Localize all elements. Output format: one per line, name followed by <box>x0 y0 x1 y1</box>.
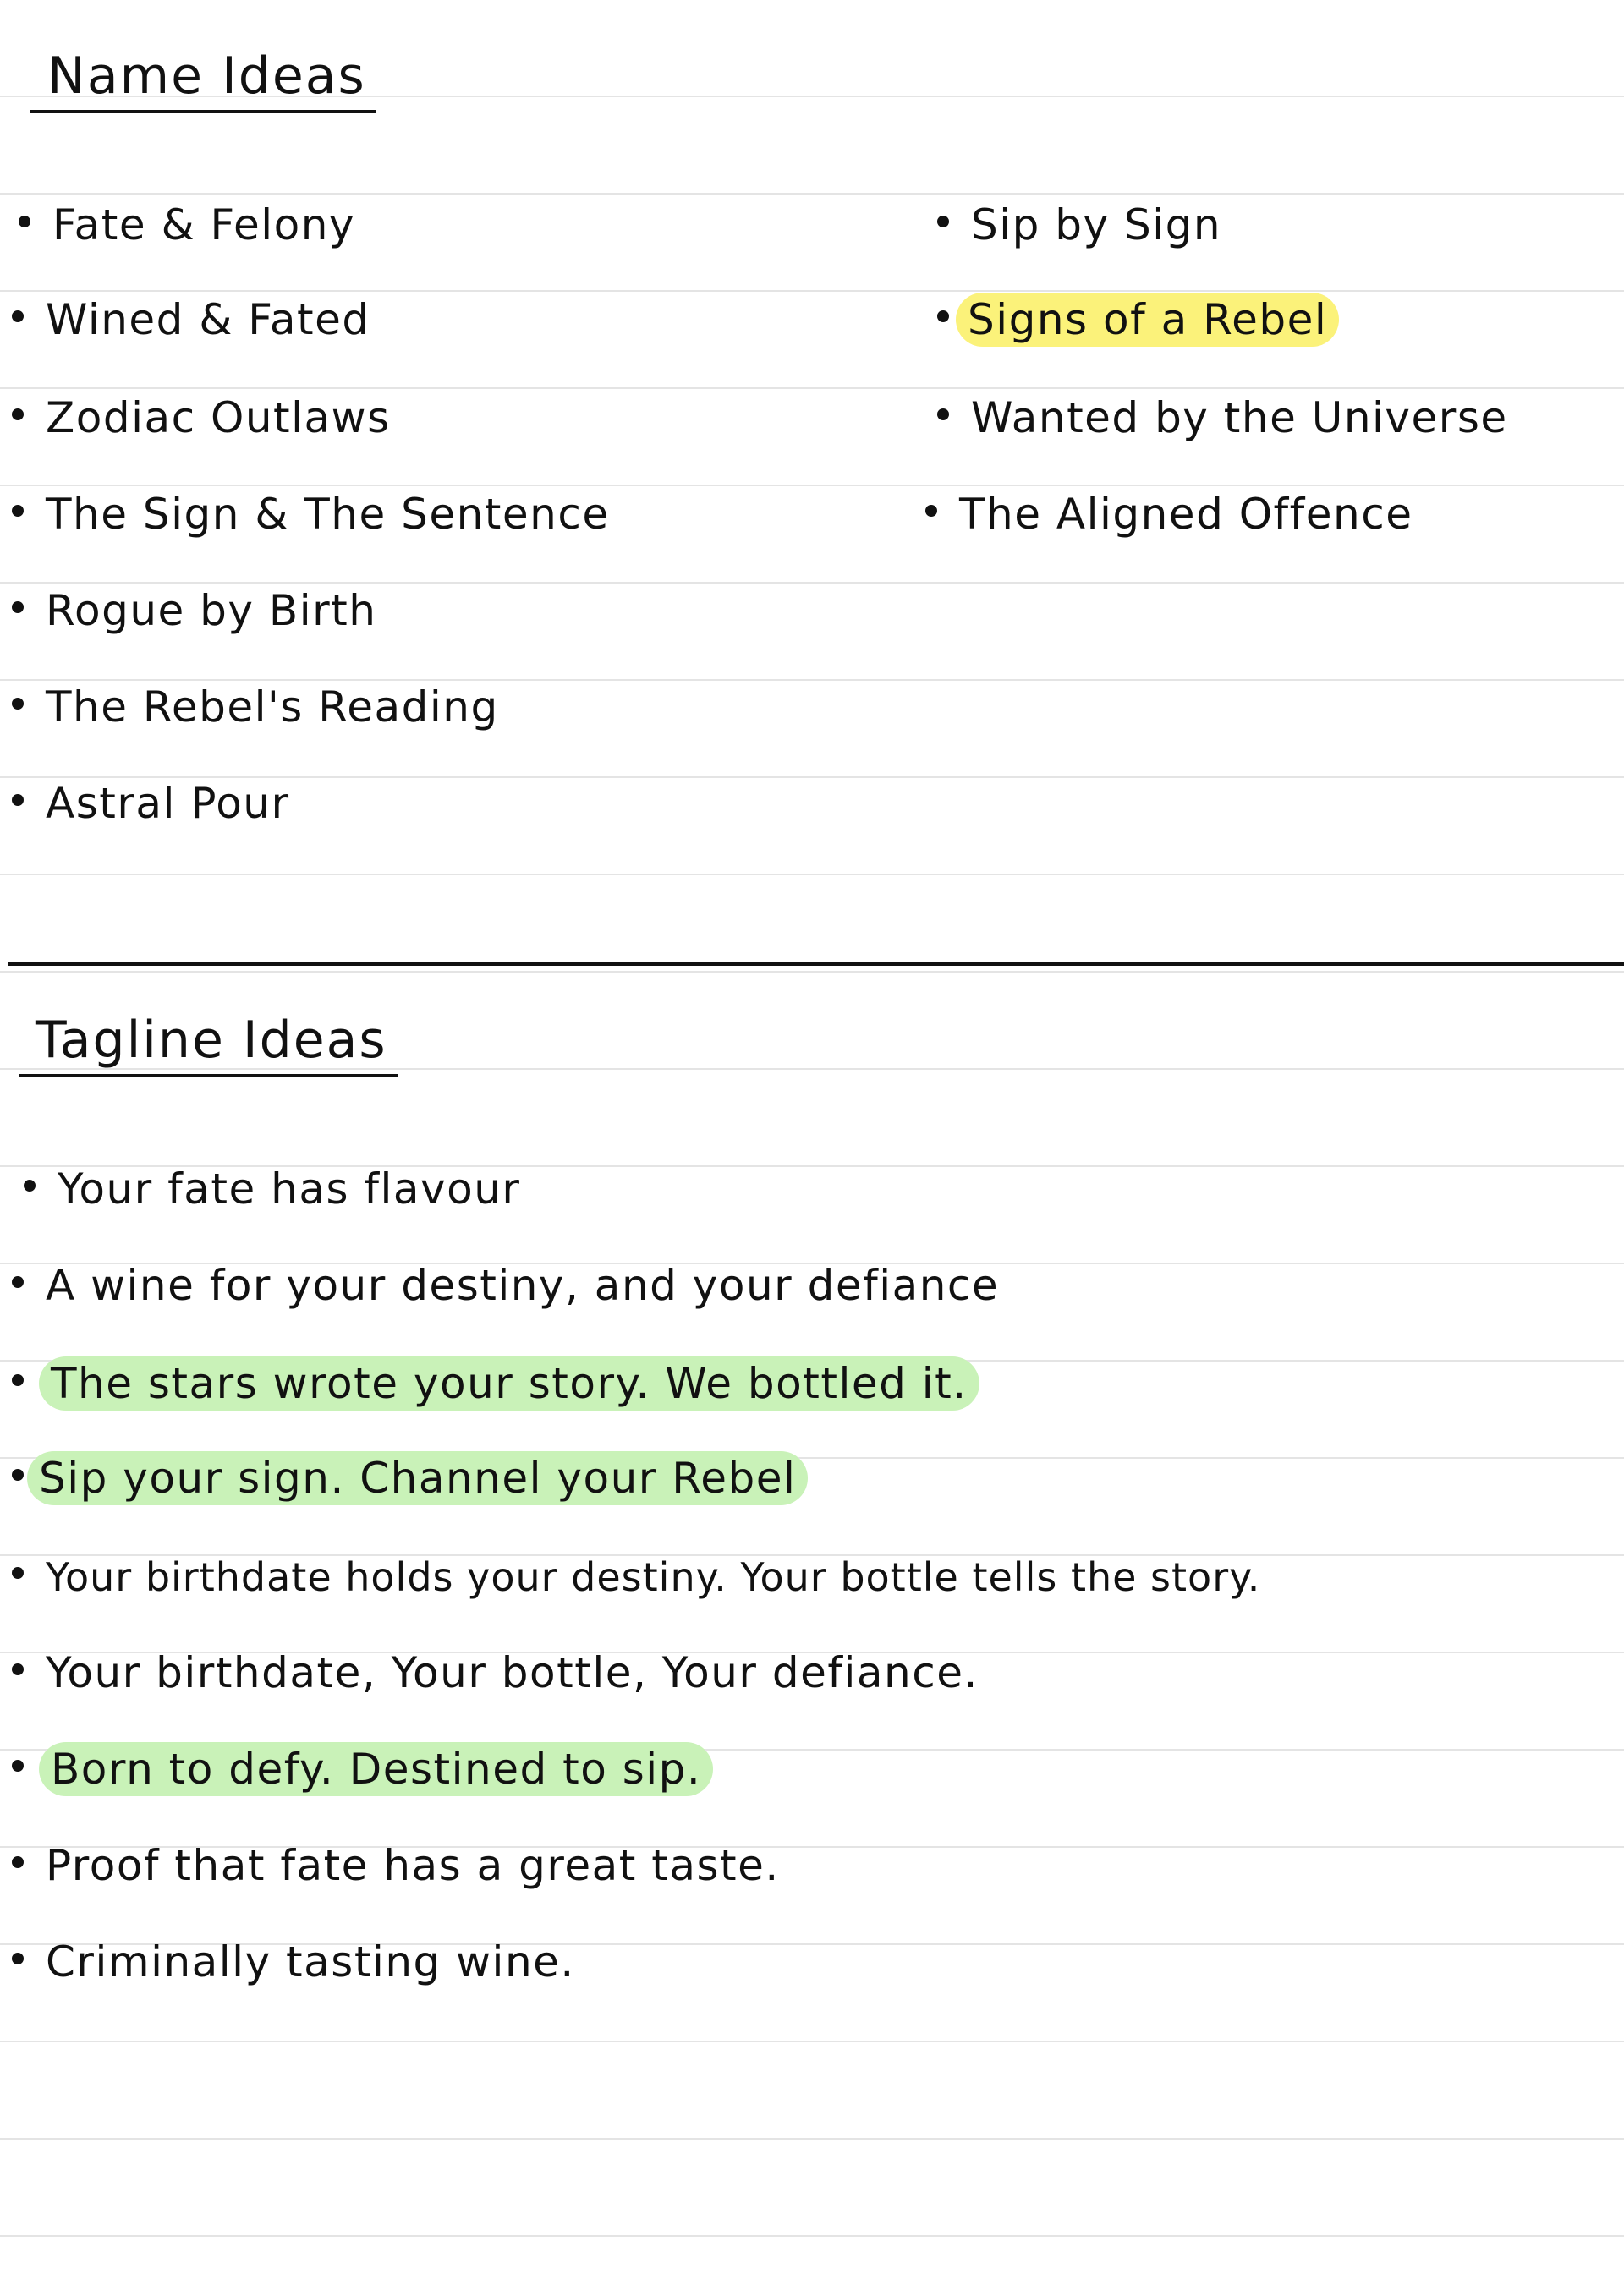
name-idea-text: Astral Pour <box>46 779 290 828</box>
name-idea-item-highlighted <box>937 293 1339 347</box>
tagline-text: Your birthdate holds your destiny. Your bottle tells the story. <box>46 1554 1261 1600</box>
bullet-icon <box>12 1469 24 1481</box>
bullet-icon <box>12 1276 24 1288</box>
bullet-icon <box>12 1856 24 1868</box>
name-idea-item <box>12 776 290 830</box>
tagline-item-highlighted <box>12 1742 713 1796</box>
bullet-icon <box>12 1663 24 1675</box>
name-ideas-heading: Name Ideas <box>30 42 376 113</box>
tagline-text: Born to defy. Destined to sip. <box>39 1742 713 1796</box>
bullet-icon <box>12 794 24 806</box>
name-idea-item <box>937 391 1508 445</box>
tagline-text: A wine for your destiny, and your defiance <box>46 1261 1000 1310</box>
section-divider <box>8 962 1624 966</box>
tagline-item-highlighted <box>12 1356 979 1411</box>
tagline-text: Your fate has flavour <box>58 1164 521 1214</box>
name-idea-text: The Rebel's Reading <box>46 682 499 732</box>
name-idea-text: Rogue by Birth <box>46 586 377 635</box>
tagline-text: Proof that fate has a great taste. <box>46 1841 780 1890</box>
bullet-icon <box>12 505 24 517</box>
bullet-icon <box>12 1760 24 1772</box>
name-idea-item <box>19 198 355 252</box>
bullet-icon <box>12 310 24 322</box>
tagline-ideas-heading: Tagline Ideas <box>19 1006 398 1077</box>
bullet-icon <box>937 310 949 322</box>
name-idea-text: The Sign & The Sentence <box>46 490 610 539</box>
tagline-text: Sip your sign. Channel your Rebel <box>27 1451 808 1505</box>
bullet-icon <box>12 1567 24 1579</box>
name-idea-item <box>925 487 1413 541</box>
bullet-icon <box>19 216 30 227</box>
bullet-icon <box>937 408 949 420</box>
name-idea-text: Zodiac Outlaws <box>46 393 391 442</box>
tagline-item <box>12 1258 999 1312</box>
name-idea-item <box>937 198 1221 252</box>
bullet-icon <box>937 216 949 227</box>
tagline-text: Your birthdate, Your bottle, Your defiance. <box>46 1648 979 1697</box>
bullet-icon <box>12 1374 24 1386</box>
name-idea-item <box>12 293 370 347</box>
name-idea-text: The Aligned Offence <box>959 490 1413 539</box>
name-idea-item <box>12 391 391 445</box>
name-idea-text: Sip by Sign <box>971 200 1222 249</box>
bullet-icon <box>12 1953 24 1964</box>
tagline-item-highlighted <box>12 1451 808 1505</box>
name-idea-item <box>12 680 499 734</box>
bullet-icon <box>12 408 24 420</box>
tagline-item <box>12 1935 575 1989</box>
tagline-item <box>12 1646 979 1700</box>
name-idea-text: Wanted by the Universe <box>971 393 1508 442</box>
tagline-item <box>12 1838 780 1893</box>
bullet-icon <box>925 505 937 517</box>
name-idea-item <box>12 487 610 541</box>
tagline-item <box>24 1162 520 1216</box>
tagline-text: Criminally tasting wine. <box>46 1937 575 1986</box>
name-idea-text: Signs of a Rebel <box>956 293 1339 347</box>
bullet-icon <box>12 698 24 710</box>
bullet-icon <box>12 601 24 613</box>
tagline-text: The stars wrote your story. We bottled it. <box>39 1356 979 1411</box>
name-idea-text: Wined & Fated <box>46 295 370 344</box>
name-idea-text: Fate & Felony <box>52 200 356 249</box>
tagline-item <box>12 1549 1260 1604</box>
bullet-icon <box>24 1180 36 1192</box>
name-idea-item <box>12 584 376 638</box>
